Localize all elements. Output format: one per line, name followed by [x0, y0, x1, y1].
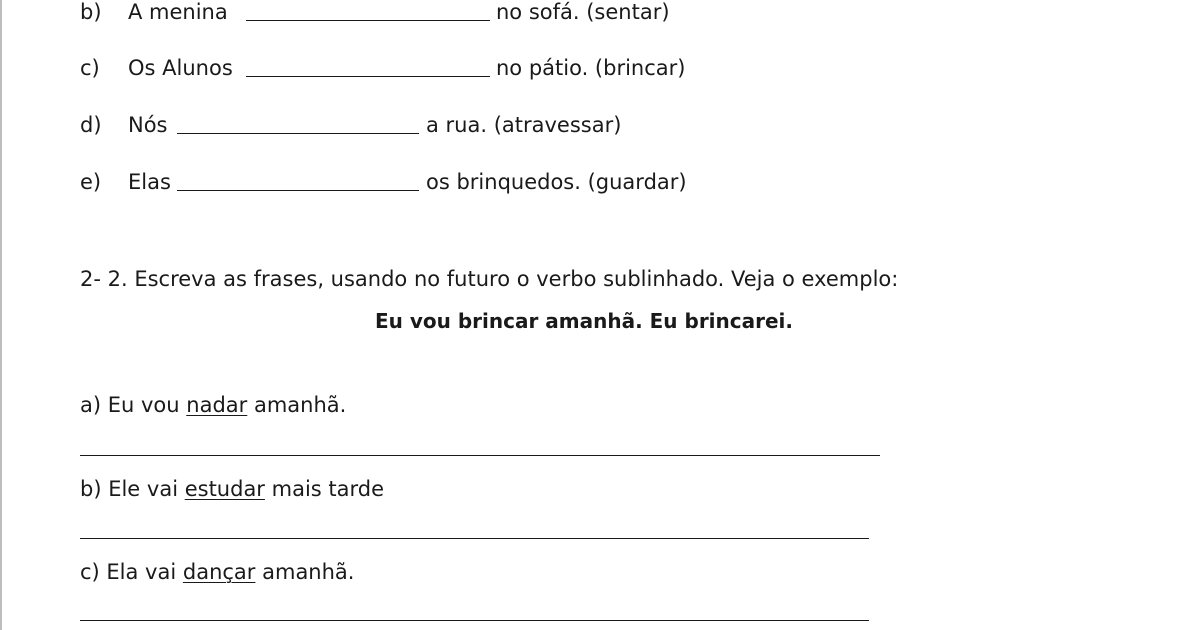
sentence-suffix: mais tarde	[264, 477, 385, 501]
answer-line-c[interactable]	[80, 620, 869, 621]
exercise2-sentence-c	[80, 559, 354, 585]
answer-blank[interactable]	[177, 190, 419, 191]
item-subject: Elas	[128, 170, 171, 194]
sentence-suffix: amanhã.	[255, 560, 355, 584]
exercise2-sentence-a	[80, 392, 346, 418]
item-subject: Nós	[128, 113, 168, 137]
underlined-verb: estudar	[184, 477, 265, 501]
item-rest: a rua. (atravessar)	[426, 113, 622, 137]
sentence-prefix: c) Ela vai	[80, 560, 183, 584]
sentence-prefix: b) Ele vai	[80, 477, 185, 501]
answer-blank[interactable]	[246, 76, 490, 77]
underlined-verb: dançar	[182, 560, 256, 584]
exercise2-example: Eu vou brincar amanhã. Eu brincarei.	[374, 309, 794, 333]
item-subject: A menina	[128, 0, 228, 24]
item-letter: c)	[80, 56, 100, 80]
item-letter: d)	[80, 113, 102, 137]
sentence-prefix: a) Eu vou	[80, 393, 187, 417]
item-letter: b)	[80, 0, 102, 24]
answer-line-b[interactable]	[80, 538, 869, 539]
item-rest: no pátio. (brincar)	[496, 56, 686, 80]
item-subject: Os Alunos	[128, 56, 233, 80]
answer-blank[interactable]	[246, 20, 490, 21]
item-rest: no sofá. (sentar)	[496, 0, 670, 24]
underlined-verb: nadar	[186, 393, 248, 417]
item-letter: e)	[80, 170, 102, 194]
item-rest: os brinquedos. (guardar)	[426, 170, 687, 194]
answer-blank[interactable]	[177, 133, 419, 134]
exercise2-sentence-b	[80, 476, 384, 502]
sentence-suffix: amanhã.	[247, 393, 347, 417]
answer-line-a[interactable]	[80, 455, 880, 456]
exercise2-instruction: 2- 2. Escreva as frases, usando no futuro o verbo sublinhado. Veja o exemplo:	[80, 267, 899, 291]
